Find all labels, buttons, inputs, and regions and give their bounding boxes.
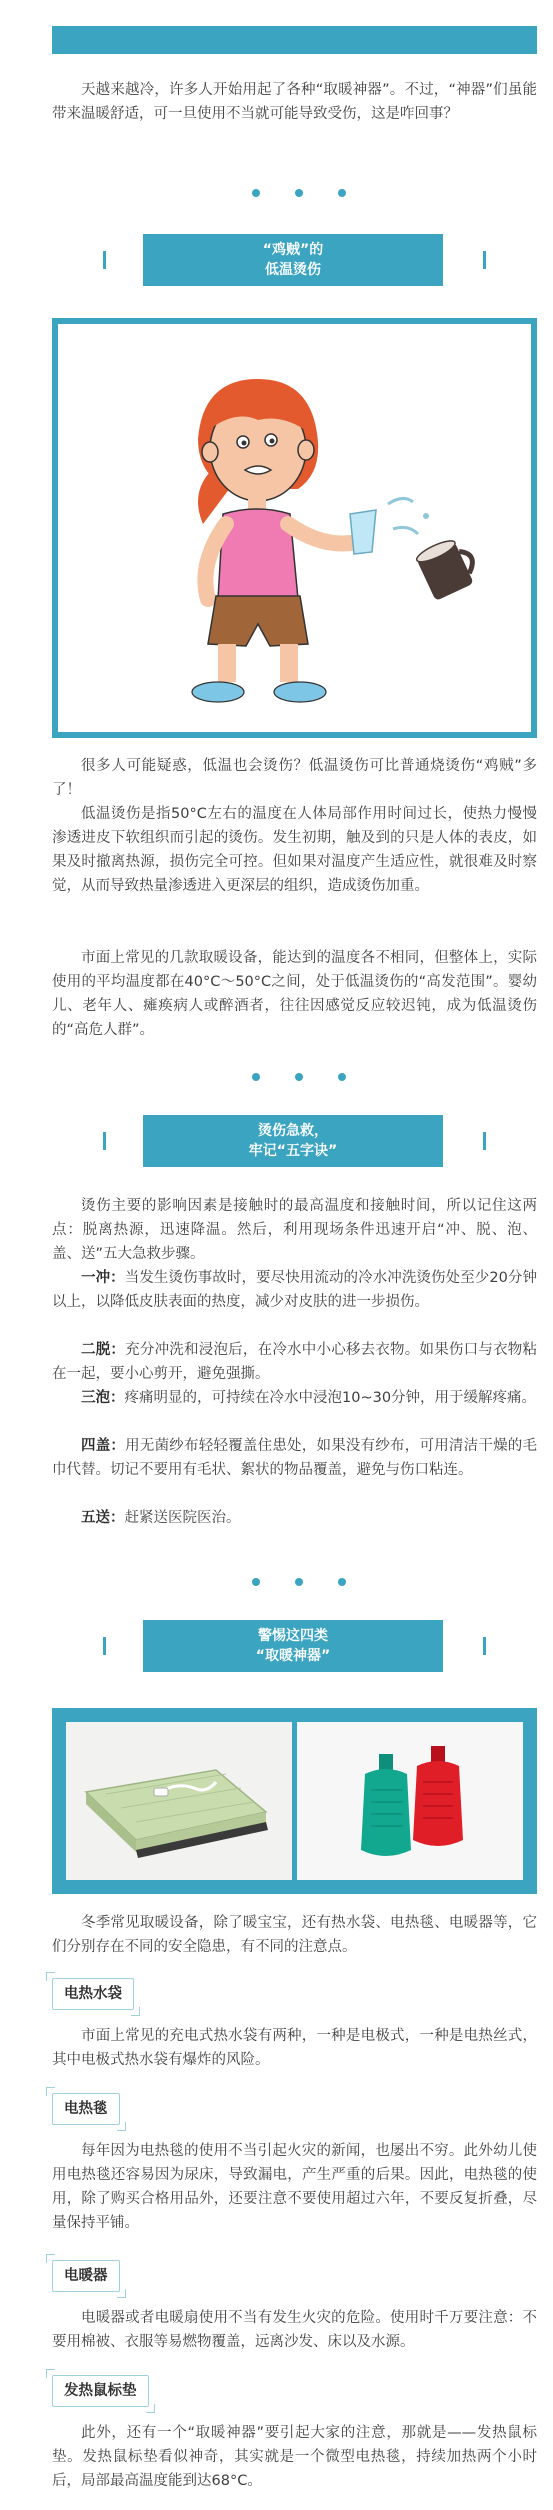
heater-text-electric-heater: 电暖器或者电暖扇使用不当有发生火灾的危险。使用时千万要注意：不要用棉被、衣服等易燃物覆盖，远离沙发、床以及水源。 [52,2310,537,2350]
heater-photos-strip [52,1708,537,1894]
section1-paragraph-3: 市面上常见的几款取暖设备，能达到的温度各不相同，但整体上，实际使用的平均温度都在40°C～50°C之间，处于低温烫伤的“高发范围”。婴幼儿、老年人、瘫痪病人或醉酒者，往往因感觉反应较迟钝，成为低温烫伤的“高危人群”。 [52,950,537,1038]
step-label: 五送： [81,1510,125,1526]
banner-title-line2: 牢记“五字诀” [248,1143,338,1159]
heater-heading-heated-mouse-pad: 发热鼠标垫 [52,2375,149,2407]
step-text: 用无菌纱布轻轻覆盖住患处，如果没有纱布，可用清洁干燥的毛巾代替。切记不要用有毛状、絮状的物品覆盖，避免与伤口粘连。 [52,1438,538,1478]
step-text: 疼痛明显的，可持续在冷水中浸泡10~30分钟，用于缓解疼痛。 [124,1390,537,1406]
section1-paragraph-1: 很多人可能疑惑，低温也会烫伤？低温烫伤可比普通烧烫伤“鸡贼”多了！ [52,758,537,798]
section3-intro: 冬季常见取暖设备，除了暖宝宝，还有热水袋、电热毯、电暖器等，它们分别存在不同的安全隐患，有不同的注意点。 [52,1915,537,1955]
banner-left-tick [103,251,106,269]
electric-blanket-photo [66,1722,292,1880]
section-divider-dots [0,1073,553,1083]
intro-paragraph: 天越来越冷，许多人开始用起了各种“取暖神器”。不过，“神器”们虽能带来温暖舒适，可一旦使用不当就可能导致受伤，这是咋回事？ [52,82,537,122]
top-accent-bar [52,26,537,54]
section-divider-dots [0,1578,553,1588]
first-aid-step-2 [52,1338,537,1386]
section-banner-low-temp-burn [143,234,443,286]
banner-title-line1: “鸡贼”的 [262,242,324,258]
section2-intro: 烫伤主要的影响因素是接触时的最高温度和接触时间，所以记住这两点：脱离热源，迅速降温。然后，利用现场条件迅速开启“冲、脱、泡、盖、送”五大急救步骤。 [52,1198,537,1262]
heater-heading-electric-heater: 电暖器 [52,2260,120,2292]
section-banner-first-aid [143,1115,443,1167]
heater-heading-hot-water-bag: 电热水袋 [52,1978,134,2010]
banner-right-tick [483,1637,486,1655]
section-divider-dots [0,189,553,199]
step-text: 当发生烫伤事故时，要尽快用流动的冷水冲洗烫伤处至少20分钟以上，以降低皮肤表面的热度，减少对皮肤的进一步损伤。 [52,1270,538,1310]
hot-water-bottles-photo [297,1722,523,1880]
first-aid-step-5 [52,1506,537,1530]
banner-title-line1: 警惕这四类 [258,1628,328,1644]
heater-text-heated-mouse-pad: 此外，还有一个“取暖神器”要引起大家的注意，那就是——发热鼠标垫。发热鼠标垫看似神奇，其实就是一个微型电热毯，持续加热两个小时后，局部最高温度能到达68°C。 [52,2425,537,2489]
banner-title-line2: 低温烫伤 [265,262,321,278]
section1-paragraph-2: 低温烫伤是指50°C左右的温度在人体局部作用时间过长，使热力慢慢渗透进皮下软组织而引起的烫伤。发生初期，触及到的只是人体的表皮，如果及时撤离热源，损伤完全可控。但如果对温度产生适应性，就很难及时察觉，从而导致热量渗透进入更深层的组织，造成烫伤加重。 [52,806,537,894]
burn-illustration-frame [52,318,537,738]
step-text: 赶紧送医院医治。 [124,1510,241,1526]
step-label: 三泡： [81,1390,125,1406]
banner-title-line2: “取暖神器” [255,1648,331,1664]
first-aid-step-4 [52,1434,537,1482]
first-aid-step-3 [52,1386,537,1410]
first-aid-step-1 [52,1266,537,1314]
step-label: 二脱： [81,1342,126,1358]
banner-right-tick [483,1132,486,1150]
banner-left-tick [103,1637,106,1655]
banner-right-tick [483,251,486,269]
section-banner-heaters [143,1620,443,1672]
step-text: 充分冲洗和浸泡后，在冷水中小心移去衣物。如果伤口与衣物粘在一起，要小心剪开，避免强撕。 [52,1342,538,1382]
heater-text-electric-blanket: 每年因为电热毯的使用不当引起火灾的新闻，也屡出不穷。此外幼儿使用电热毯还容易因为尿床，导致漏电，产生严重的后果。因此，电热毯的使用，除了购买合格用品外，还要注意不要使用超过六年，不要反复折叠，尽量保持平铺。 [52,2143,537,2231]
heater-heading-electric-blanket: 电热毯 [52,2093,120,2125]
banner-left-tick [103,1132,106,1150]
step-label: 四盖： [81,1438,126,1454]
banner-title-line1: 烫伤急救， [258,1123,328,1139]
step-label: 一冲： [81,1270,125,1286]
heater-text-hot-water-bag: 市面上常见的充电式热水袋有两种，一种是电极式，一种是电热丝式，其中电极式热水袋有爆炸的风险。 [52,2028,537,2068]
person-burned-by-cup-illustration [58,324,531,732]
